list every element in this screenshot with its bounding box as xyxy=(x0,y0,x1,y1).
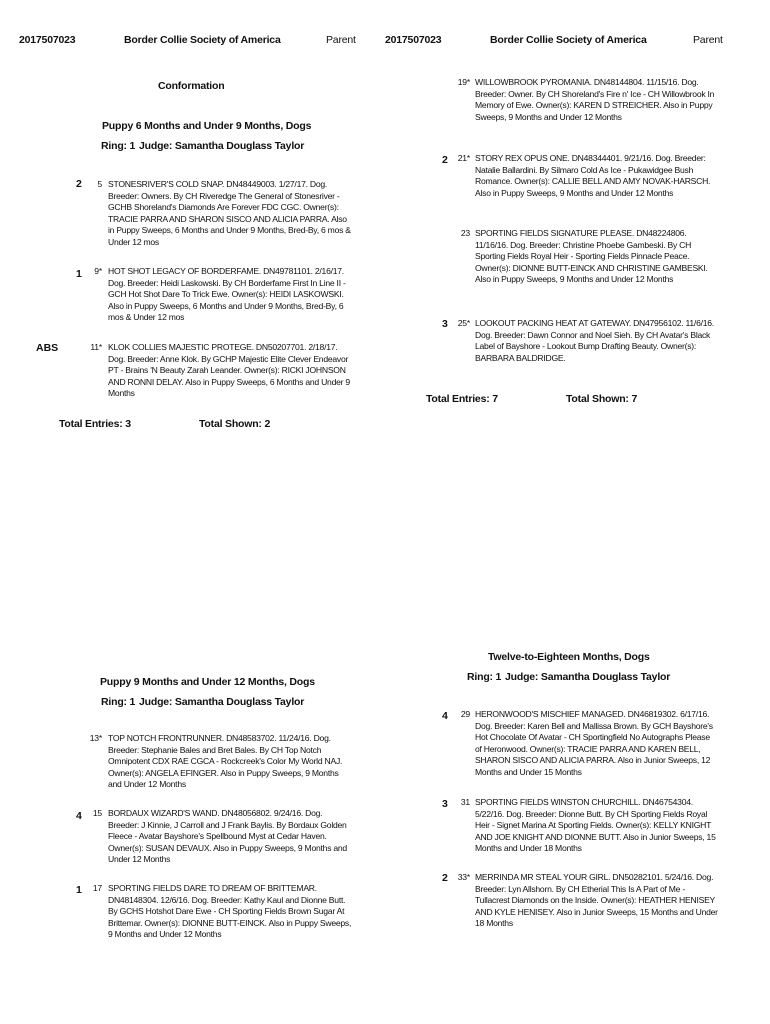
header-left-club: Border Collie Society of America xyxy=(124,34,281,46)
placement: 4 xyxy=(76,810,82,822)
entry-number: 25* xyxy=(457,318,470,328)
class1-judge: Judge: Samantha Douglass Taylor xyxy=(139,140,305,152)
placement: ABS xyxy=(36,342,59,354)
entry-number: 31 xyxy=(460,797,470,807)
class3-ring: Ring: 1 xyxy=(467,671,502,683)
class1-cont-total-shown: Total Shown: 7 xyxy=(566,393,638,405)
entry-number: 5 xyxy=(97,179,102,189)
entry-text: STONESRIVER'S COLD SNAP. DN48449003. 1/27/17. Dog. Breeder: Owners. By CH Riveredge The General of Stonesriver - GCHB Shoreland's Diamonds Are Forever FDC CGC. Owner(s): TRACIE PARRA AND SHARON SISCO AND ALICIA PARRA. Also in Puppy Sweeps, 6 Months and Under 9 Months, Bred-By, 6 mos & Under 12 mos xyxy=(108,179,351,247)
header-left-id: 2017507023 xyxy=(19,34,76,46)
placement: 2 xyxy=(76,178,82,190)
entry-text: SPORTING FIELDS DARE TO DREAM OF BRITTEMAR. DN48148304. 12/6/16. Dog. Breeder: Kathy Kaul and Dionne Butt. By GCHS Hotshot Dare Ewe - CH Sporting Fields Brown Sugar At Brittemar. Owner(s): DIONNE BUTT-EINCK. Also in Puppy Sweeps, 9 Months and Under 12 Months xyxy=(108,883,352,940)
entry-text: HOT SHOT LEGACY OF BORDERFAME. DN49781101. 2/16/17. Dog. Breeder: Heidi Laskowski. By CH Borderfame First In Line II - GCH Hot Shot Dare To Trick Ewe. Owner(s): HEIDI LASKOWSKI. Also in Puppy Sweeps, 6 Months and Under 9 Months, Bred-By, 6 mos & Under 12 mos xyxy=(108,266,346,323)
placement: 2 xyxy=(442,872,448,884)
class3-title: Twelve-to-Eighteen Months, Dogs xyxy=(488,651,650,663)
class2-title: Puppy 9 Months and Under 12 Months, Dogs xyxy=(100,676,315,688)
entry-number: 15 xyxy=(92,808,102,818)
entry-number: 29 xyxy=(460,709,470,719)
entry-text: MERRINDA MR STEAL YOUR GIRL. DN50282101. 5/24/16. Dog. Breeder: Lyn Allshorn. By CH Etherial This Is A Part of Me - Tullacrest Diamonds on the Inside. Owner(s): HEATHER HENISEY AND KYLE HENISEY. Also in Junior Sweeps, 15 Months and Under 18 Months xyxy=(475,872,718,929)
entry-number: 13* xyxy=(89,733,102,743)
class1-ring: Ring: 1 xyxy=(101,140,136,152)
section-title: Conformation xyxy=(158,80,225,92)
entry-number: 33* xyxy=(457,872,470,882)
class1-cont-total-entries: Total Entries: 7 xyxy=(426,393,498,405)
placement: 3 xyxy=(442,798,448,810)
entry-text: KLOK COLLIES MAJESTIC PROTEGE. DN50207701. 2/18/17. Dog. Breeder: Anne Klok. By GCHP Majestic Elite Clever Endeavor PT - Brains 'N Beauty Zarah Leander. Owner(s): RICKI JOHNSON AND RONNI DELAY. Also in Puppy Sweeps, 6 Months and Under 9 Months xyxy=(108,342,350,399)
entry-number: 11* xyxy=(90,342,102,352)
placement: 4 xyxy=(442,710,448,722)
entry-number: 17 xyxy=(92,883,102,893)
class1-total-shown: Total Shown: 2 xyxy=(199,418,271,430)
class2-judge: Judge: Samantha Douglass Taylor xyxy=(139,696,305,708)
entry-number: 23 xyxy=(460,228,470,238)
entry-number: 9* xyxy=(94,266,102,276)
class3-judge: Judge: Samantha Douglass Taylor xyxy=(505,671,671,683)
entry-text: LOOKOUT PACKING HEAT AT GATEWAY. DN47956102. 11/6/16. Dog. Breeder: Dawn Connor and Noel Sieh. By CH Avatar's Black Label of Bayshore - Lookout Bump Drafting Beauty. Owner(s): BARBARA BALDRIDGE. xyxy=(475,318,714,363)
header-right-type: Parent xyxy=(693,34,723,46)
class2-ring: Ring: 1 xyxy=(101,696,136,708)
header-left-type: Parent xyxy=(326,34,356,46)
entry-text: STORY REX OPUS ONE. DN48344401. 9/21/16. Dog. Breeder: Natalie Ballardini. By Silmaro Cold As Ice - Pukawidgee Bush Romance. Owner(s): CALLIE BELL AND AMY NOVAK-HARSCH. Also in Puppy Sweeps, 9 Months and Under 12 Months xyxy=(475,153,711,198)
placement: 1 xyxy=(76,884,82,896)
entry-number: 21* xyxy=(457,153,470,163)
entry-number: 19* xyxy=(457,77,470,87)
entry-text: HERONWOOD'S MISCHIEF MANAGED. DN46819302. 6/17/16. Dog. Breeder: Karen Bell and Mallissa Brown. By GCH Bayshore's Hot Chocolate Of Avatar - CH Sportingfield No Autographs Please of Heronwood. Owner(s): TRACIE PARRA AND KAREN BELL, SHARON SISCO AND ALICIA PARRA. Also in Junior Sweeps, 12 Months and Under 15 Months xyxy=(475,709,713,777)
placement: 3 xyxy=(442,318,448,330)
placement: 2 xyxy=(442,154,448,166)
entry-text: BORDAUX WIZARD'S WAND. DN48056802. 9/24/16. Dog. Breeder: J Kinnie, J Carroll and J Frank Baylis. By Bordaux Golden Fleece - Avatar Bayshore's Spellbound Myst at Cedar Haven. Owner(s): SUSAN DEVAUX. Also in Puppy Sweeps, 9 Months and Under 12 Months xyxy=(108,808,347,865)
header-right-id: 2017507023 xyxy=(385,34,442,46)
class1-total-entries: Total Entries: 3 xyxy=(59,418,131,430)
header-right-club: Border Collie Society of America xyxy=(490,34,647,46)
placement: 1 xyxy=(76,268,82,280)
class1-title: Puppy 6 Months and Under 9 Months, Dogs xyxy=(102,120,312,132)
entry-text: WILLOWBROOK PYROMANIA. DN48144804. 11/15/16. Dog. Breeder: Owner. By CH Shoreland's Fire n' Ice - CH Willowbrook In Memory of Ewe. Owner(s): KAREN D STREICHER. Also in Puppy Sweeps, 9 Months and Under 12 Months xyxy=(475,77,715,122)
entry-text: SPORTING FIELDS WINSTON CHURCHILL. DN46754304. 5/22/16. Dog. Breeder: Dionne Butt. By CH Sporting Fields Royal Heir - Signet Marina At Sporting Fields. Owner(s): KELLY KNIGHT AND JOE KNIGHT AND DIONNE BUTT. Also in Junior Sweeps, 15 Months and Under 18 Months xyxy=(475,797,716,854)
entry-text: TOP NOTCH FRONTRUNNER. DN48583702. 11/24/16. Dog. Breeder: Stephanie Bales and Bret Bales. By CH Top Notch Omnipotent CDX RAE CGCA - Rockcreek's Color My World NAJ. Owner(s): ANGELA EFINGER. Also in Puppy Sweeps, 9 Months and Under 12 Months xyxy=(108,733,343,790)
entry-text: SPORTING FIELDS SIGNATURE PLEASE. DN48224806. 11/16/16. Dog. Breeder: Christine Phoebe Gambeski. By CH Sporting Fields Royal Heir - Sporting Fields Pinnacle Peace. Owner(s): DIONNE BUTT-EINCK AND CHRISTINE GAMBESKI. Also in Puppy Sweeps, 9 Months and Under 12 Months xyxy=(475,228,708,285)
